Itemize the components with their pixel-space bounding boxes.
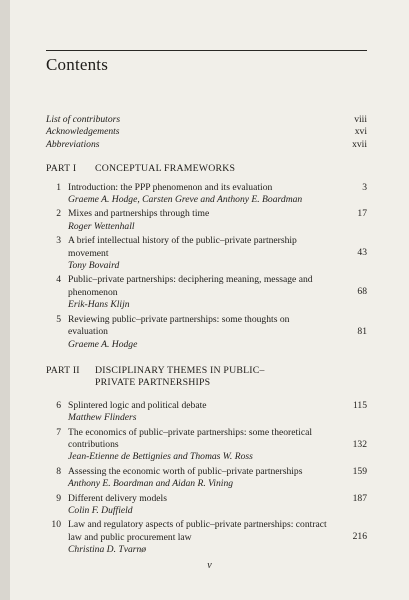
chapter-page: 159	[352, 465, 367, 477]
chapter-title: Assessing the economic worth of public–private partnerships	[68, 465, 303, 477]
chapter-authors: Graeme A. Hodge, Carsten Greve and Anthony E. Boardman	[68, 194, 303, 206]
chapter-title: Introduction: the PPP phenomenon and its evaluation	[68, 181, 273, 193]
chapter-authors: Tony Bovaird	[68, 260, 120, 272]
front-matter-entry	[46, 139, 367, 151]
entry-title: List of contributors	[46, 114, 121, 125]
chapter-page: 68	[357, 286, 367, 298]
chapter-entry	[46, 208, 367, 233]
chapter-page: 132	[352, 438, 367, 450]
chapter-authors: Graeme A. Hodge	[68, 338, 138, 350]
chapter-number: 7	[56, 426, 61, 438]
chapter-title: Reviewing public–private partnerships: some thoughts on evaluation	[68, 313, 290, 338]
chapter-entry	[46, 427, 367, 464]
chapter-title: Splintered logic and political debate	[68, 399, 207, 411]
chapter-entry	[46, 314, 367, 351]
part-label: PART I	[46, 163, 77, 175]
entry-title: Acknowledgements	[46, 126, 120, 138]
part-heading	[46, 365, 367, 390]
part-heading	[46, 163, 367, 175]
book-page	[10, 0, 409, 600]
chapter-page: 3	[362, 181, 367, 193]
entry-title: Abbreviations	[46, 138, 100, 150]
front-matter-entry	[46, 114, 367, 126]
chapter-number: 5	[56, 313, 61, 325]
chapter-authors: Colin F. Duffield	[68, 504, 133, 516]
part-title: DISCIPLINARY THEMES IN PUBLIC–PRIVATE PARTNERSHIPS	[95, 364, 265, 389]
chapter-entry	[46, 519, 367, 556]
chapter-title: A brief intellectual history of the public–private partnership movement	[68, 235, 297, 259]
part-label: PART II	[46, 364, 80, 376]
chapter-number: 9	[56, 492, 61, 504]
chapter-number: 6	[56, 399, 61, 411]
chapter-number: 10	[51, 519, 61, 531]
chapter-page: 115	[352, 399, 367, 411]
chapter-number: 2	[56, 208, 61, 220]
chapter-number: 4	[56, 274, 61, 286]
chapter-page: 17	[357, 208, 367, 220]
chapter-page: 187	[352, 492, 367, 504]
chapter-entry	[46, 400, 367, 425]
chapter-title: Law and regulatory aspects of public–private partnerships: contract law and public procurement law	[68, 519, 327, 543]
chapter-title: Different delivery models	[68, 492, 167, 504]
entry-page: xvi	[354, 126, 367, 138]
front-matter-entry	[46, 126, 367, 138]
page-number: v	[207, 560, 212, 571]
chapter-authors: Roger Wettenhall	[68, 220, 135, 232]
chapter-title: Mixes and partnerships through time	[68, 208, 210, 220]
table-of-contents	[46, 114, 367, 559]
chapter-entry	[46, 182, 367, 207]
chapter-authors: Jean-Etienne de Bettignies and Thomas W. Ross	[68, 451, 253, 463]
chapter-entry	[46, 274, 367, 311]
chapter-authors: Christina D. Tvarnø	[68, 544, 147, 556]
chapter-title: The economics of public–private partnerships: some theoretical contributions	[68, 426, 313, 450]
chapter-number: 1	[56, 181, 61, 193]
entry-page: viii	[354, 114, 367, 125]
page-title: Contents	[46, 55, 109, 74]
chapter-title: Public–private partnerships: deciphering meaning, message and phenomenon	[68, 274, 313, 298]
entry-page: xvii	[352, 138, 367, 150]
chapter-entry	[46, 493, 367, 518]
chapter-number: 8	[56, 465, 61, 477]
chapter-page: 43	[357, 247, 367, 259]
chapter-page: 81	[357, 325, 367, 337]
top-rule	[46, 50, 367, 51]
chapter-entry	[46, 235, 367, 272]
chapter-authors: Anthony E. Boardman and Aidan R. Vining	[68, 478, 234, 490]
chapter-authors: Matthew Flinders	[68, 412, 137, 424]
chapter-authors: Erik-Hans Klijn	[68, 299, 130, 311]
chapter-entry	[46, 466, 367, 491]
chapter-page: 216	[352, 531, 367, 543]
part-title: CONCEPTUAL FRAMEWORKS	[95, 163, 236, 175]
chapter-number: 3	[56, 235, 61, 247]
